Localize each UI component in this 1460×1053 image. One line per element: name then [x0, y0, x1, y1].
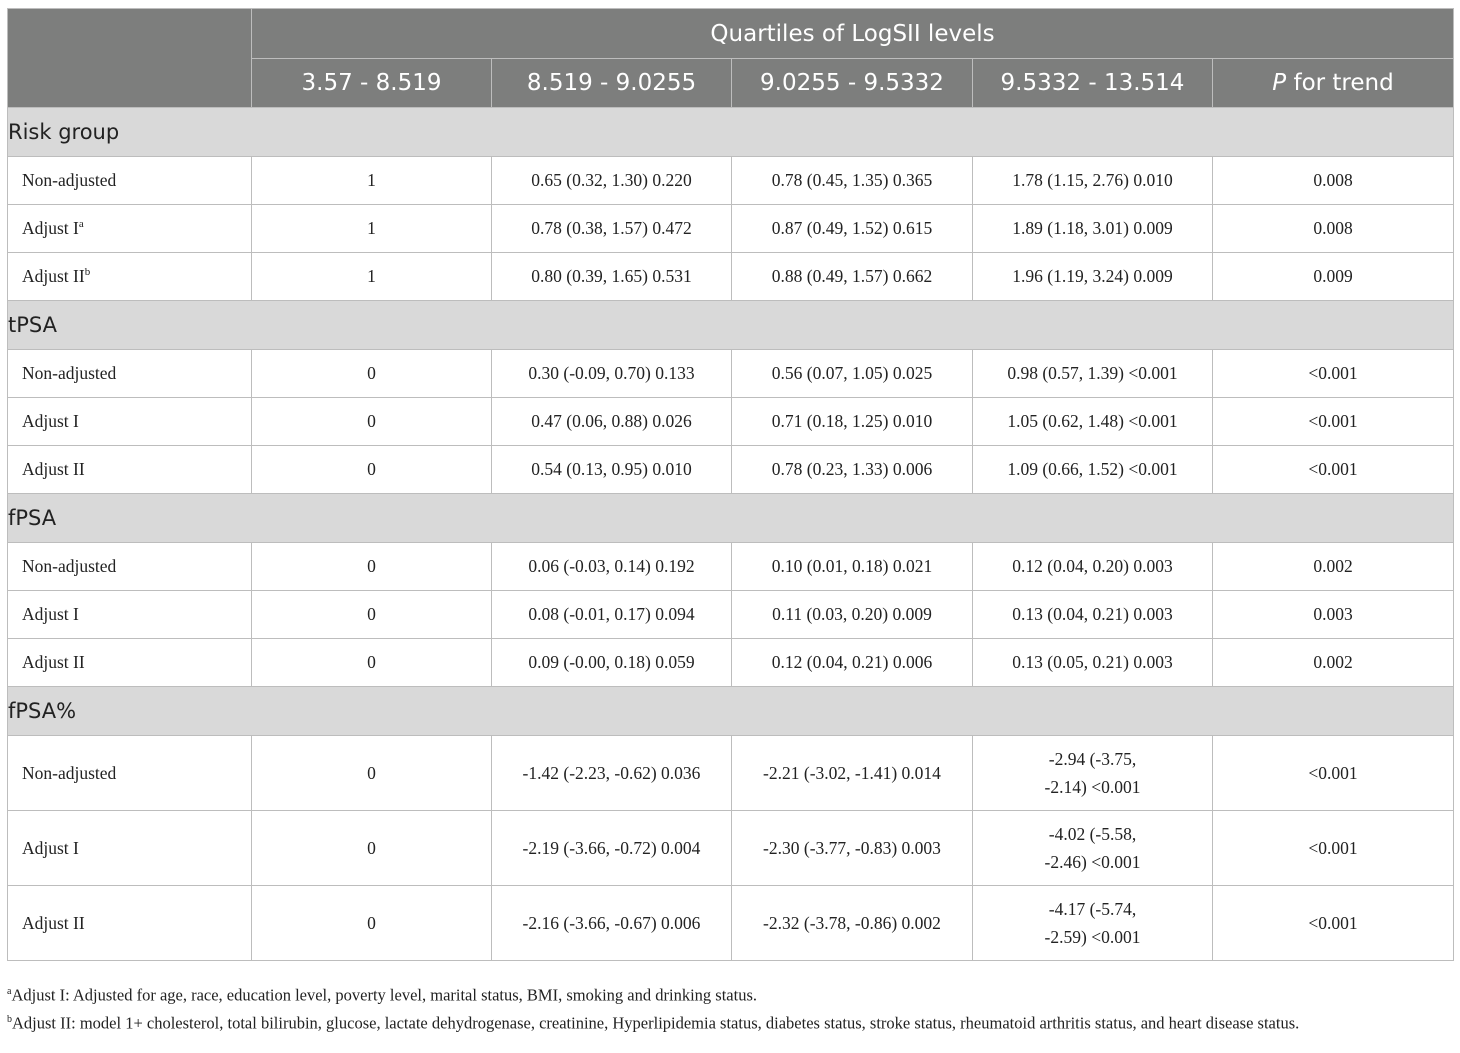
q4-cell — [973, 886, 1213, 961]
group-header-row — [8, 301, 1454, 350]
q2-cell: 0.06 (-0.03, 0.14) 0.192 — [492, 543, 732, 591]
group-name: tPSA — [8, 301, 1454, 350]
q3-cell: 0.11 (0.03, 0.20) 0.009 — [732, 591, 973, 639]
p-trend-cell: <0.001 — [1213, 811, 1454, 886]
row-label-cell — [8, 398, 252, 446]
q4-cell — [973, 736, 1213, 811]
footnote-b — [7, 1008, 1453, 1036]
q4-cell: 0.13 (0.05, 0.21) 0.003 — [973, 639, 1213, 687]
row-label-cell — [8, 446, 252, 494]
row-label-cell — [8, 205, 252, 253]
q4-cell: 0.98 (0.57, 1.39) <0.001 — [973, 350, 1213, 398]
q2-cell: 0.09 (-0.00, 0.18) 0.059 — [492, 639, 732, 687]
footnote-mark: b — [7, 1013, 12, 1025]
q1-cell: 1 — [252, 253, 492, 301]
q3-cell: 0.56 (0.07, 1.05) 0.025 — [732, 350, 973, 398]
q2-cell: -1.42 (-2.23, -0.62) 0.036 — [492, 736, 732, 811]
p-trend-cell: <0.001 — [1213, 886, 1454, 961]
group-name: fPSA% — [8, 687, 1454, 736]
footnote-ref: b — [84, 266, 91, 279]
q4-cell: 1.78 (1.15, 2.76) 0.010 — [973, 157, 1213, 205]
table-row — [8, 591, 1454, 639]
column-header-q1: 3.57 - 8.519 — [252, 59, 492, 108]
p-trend-cell: 0.008 — [1213, 157, 1454, 205]
cell-line: -2.46) <0.001 — [1044, 852, 1141, 872]
q2-cell: -2.19 (-3.66, -0.72) 0.004 — [492, 811, 732, 886]
header-corner — [8, 9, 252, 108]
cell-line: -2.14) <0.001 — [1044, 777, 1141, 797]
table-row — [8, 350, 1454, 398]
q4-cell: 1.89 (1.18, 3.01) 0.009 — [973, 205, 1213, 253]
footnotes — [7, 980, 1453, 1035]
column-header-q3: 9.0255 - 9.5332 — [732, 59, 973, 108]
q1-cell: 1 — [252, 157, 492, 205]
group-header-row — [8, 494, 1454, 543]
table-row — [8, 205, 1454, 253]
q4-cell: 0.13 (0.04, 0.21) 0.003 — [973, 591, 1213, 639]
q3-cell: 0.71 (0.18, 1.25) 0.010 — [732, 398, 973, 446]
q1-cell: 0 — [252, 350, 492, 398]
row-label: Adjust I — [22, 838, 79, 858]
row-label: Non-adjusted — [22, 556, 117, 576]
q3-cell: -2.30 (-3.77, -0.83) 0.003 — [732, 811, 973, 886]
row-label: Adjust II — [22, 652, 85, 672]
q1-cell: 0 — [252, 446, 492, 494]
p-trend-cell: <0.001 — [1213, 350, 1454, 398]
q2-cell: 0.47 (0.06, 0.88) 0.026 — [492, 398, 732, 446]
p-trend-cell: 0.002 — [1213, 639, 1454, 687]
table-body — [8, 108, 1454, 961]
q3-cell: -2.32 (-3.78, -0.86) 0.002 — [732, 886, 973, 961]
table-row — [8, 157, 1454, 205]
q2-cell: 0.54 (0.13, 0.95) 0.010 — [492, 446, 732, 494]
row-label-cell — [8, 350, 252, 398]
q1-cell: 0 — [252, 398, 492, 446]
q1-cell: 0 — [252, 811, 492, 886]
p-symbol: P — [1272, 70, 1287, 96]
column-header-q2: 8.519 - 9.0255 — [492, 59, 732, 108]
q4-cell: 1.96 (1.19, 3.24) 0.009 — [973, 253, 1213, 301]
q3-cell: 0.87 (0.49, 1.52) 0.615 — [732, 205, 973, 253]
super-header: Quartiles of LogSII levels — [252, 9, 1454, 59]
q4-cell: 1.05 (0.62, 1.48) <0.001 — [973, 398, 1213, 446]
table-row — [8, 253, 1454, 301]
q1-cell: 0 — [252, 886, 492, 961]
group-header-row — [8, 108, 1454, 157]
table-row — [8, 639, 1454, 687]
row-label: Adjust II — [22, 459, 85, 479]
q4-cell: 1.09 (0.66, 1.52) <0.001 — [973, 446, 1213, 494]
q2-cell: 0.78 (0.38, 1.57) 0.472 — [492, 205, 732, 253]
q3-cell: 0.10 (0.01, 0.18) 0.021 — [732, 543, 973, 591]
p-trend-cell: 0.008 — [1213, 205, 1454, 253]
q2-cell: 0.65 (0.32, 1.30) 0.220 — [492, 157, 732, 205]
row-label: Adjust I — [22, 604, 79, 624]
table-row — [8, 736, 1454, 811]
table-row — [8, 886, 1454, 961]
footnote-ref: a — [78, 218, 84, 231]
header-row-top — [8, 9, 1454, 59]
q2-cell: 0.80 (0.39, 1.65) 0.531 — [492, 253, 732, 301]
cell-line: -2.59) <0.001 — [1044, 927, 1141, 947]
row-label: Adjust I — [22, 411, 79, 431]
q4-cell: 0.12 (0.04, 0.20) 0.003 — [973, 543, 1213, 591]
row-label: Adjust II — [22, 913, 85, 933]
row-label-cell — [8, 639, 252, 687]
row-label: Adjust I — [22, 218, 79, 238]
q2-cell: -2.16 (-3.66, -0.67) 0.006 — [492, 886, 732, 961]
row-label-cell — [8, 886, 252, 961]
row-label-cell — [8, 811, 252, 886]
column-header-q4: 9.5332 - 13.514 — [973, 59, 1213, 108]
q3-cell: 0.78 (0.45, 1.35) 0.365 — [732, 157, 973, 205]
row-label: Non-adjusted — [22, 170, 117, 190]
p-trend-cell: <0.001 — [1213, 398, 1454, 446]
q3-cell: 0.78 (0.23, 1.33) 0.006 — [732, 446, 973, 494]
q3-cell: 0.88 (0.49, 1.57) 0.662 — [732, 253, 973, 301]
cell-line: -4.17 (-5.74, — [1048, 899, 1137, 919]
row-label: Non-adjusted — [22, 363, 117, 383]
row-label: Non-adjusted — [22, 763, 117, 783]
group-name: Risk group — [8, 108, 1454, 157]
group-name: fPSA — [8, 494, 1454, 543]
q1-cell: 0 — [252, 591, 492, 639]
table-row — [8, 811, 1454, 886]
q1-cell: 0 — [252, 543, 492, 591]
row-label-cell — [8, 543, 252, 591]
cell-line: -4.02 (-5.58, — [1048, 824, 1137, 844]
column-header-p-trend — [1213, 59, 1454, 108]
p-trend-cell: 0.003 — [1213, 591, 1454, 639]
q1-cell: 1 — [252, 205, 492, 253]
p-trend-cell: <0.001 — [1213, 736, 1454, 811]
row-label-cell — [8, 253, 252, 301]
q3-cell: 0.12 (0.04, 0.21) 0.006 — [732, 639, 973, 687]
p-trend-cell: 0.002 — [1213, 543, 1454, 591]
row-label-cell — [8, 736, 252, 811]
table-row — [8, 446, 1454, 494]
row-label-cell — [8, 591, 252, 639]
footnote-text: Adjust II: model 1+ cholesterol, total bilirubin, glucose, lactate dehydrogenase, creatinine, Hyperlipidemia status, diabetes status, stroke status, rheumatoid arthritis status, and heart disease status. — [12, 1013, 1300, 1032]
q3-cell: -2.21 (-3.02, -1.41) 0.014 — [732, 736, 973, 811]
q2-cell: 0.30 (-0.09, 0.70) 0.133 — [492, 350, 732, 398]
table-row — [8, 398, 1454, 446]
group-header-row — [8, 687, 1454, 736]
footnote-text: Adjust I: Adjusted for age, race, education level, poverty level, marital status, BMI, smoking and drinking status. — [11, 985, 757, 1005]
row-label: Adjust II — [22, 266, 85, 286]
for-trend-label: for trend — [1286, 70, 1394, 96]
table-row — [8, 543, 1454, 591]
q4-cell — [973, 811, 1213, 886]
cell-line: -2.94 (-3.75, — [1048, 749, 1137, 769]
q2-cell: 0.08 (-0.01, 0.17) 0.094 — [492, 591, 732, 639]
row-label-cell — [8, 157, 252, 205]
p-trend-cell: 0.009 — [1213, 253, 1454, 301]
footnote-a — [7, 980, 1453, 1008]
q1-cell: 0 — [252, 639, 492, 687]
footnote-mark: a — [7, 986, 12, 997]
q1-cell: 0 — [252, 736, 492, 811]
results-table — [7, 8, 1454, 961]
p-trend-cell: <0.001 — [1213, 446, 1454, 494]
